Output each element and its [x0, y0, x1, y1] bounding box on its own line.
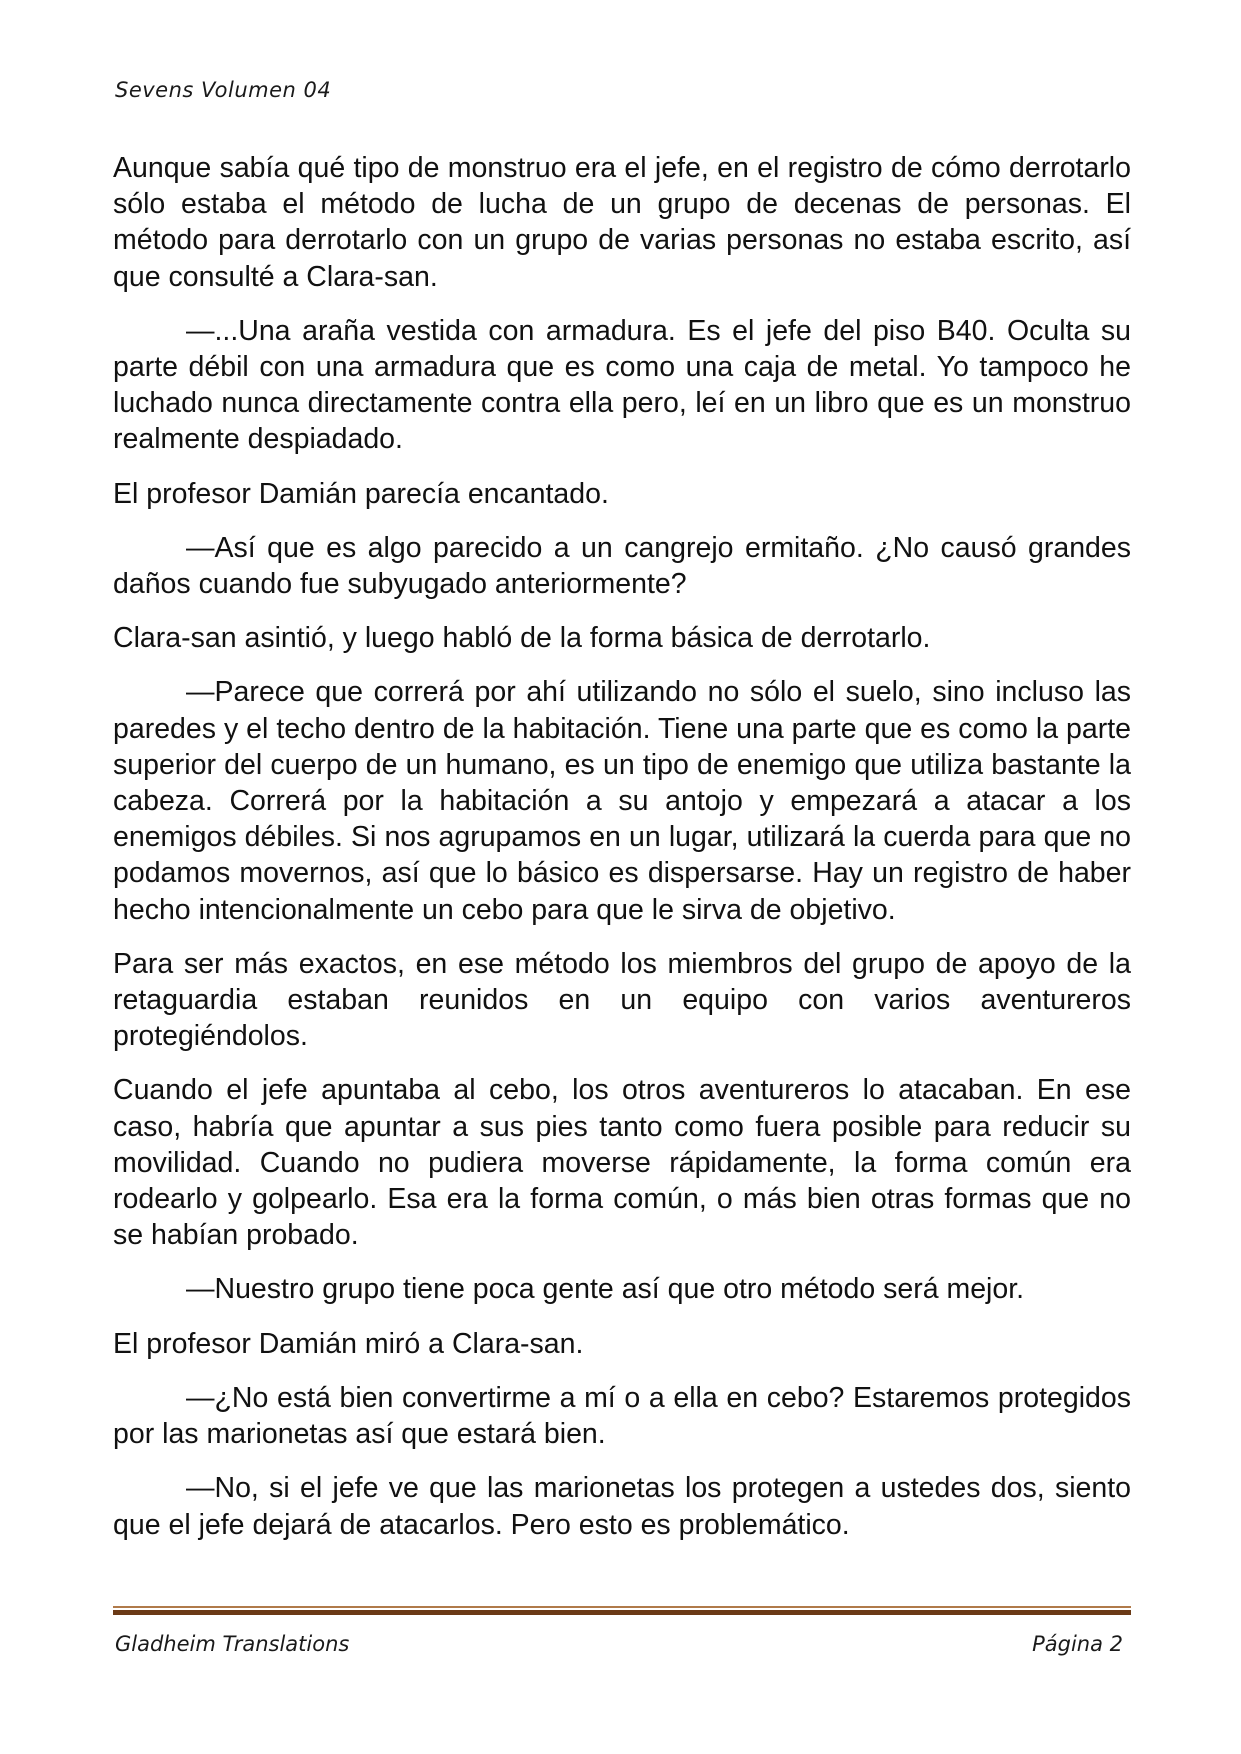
footer-publisher: Gladheim Translations [115, 1632, 350, 1656]
dialogue-paragraph: —Nuestro grupo tiene poca gente así que otro método será mejor. [186, 1273, 1025, 1306]
dialogue-paragraph: —No, si el jefe ve que las marionetas los protegen a ustedes dos, siento que el jefe dejará de atacarlos. Pero esto es problemático. [113, 1472, 1131, 1541]
page-number: Página 2 [1032, 1632, 1123, 1656]
dialogue-paragraph: —Parece que correrá por ahí utilizando no sólo el suelo, sino incluso las paredes y el techo dentro de la habitación. Tiene una parte que es como la parte superior del cuerpo de un humano, es un tipo de enemigo que utiliza bastante la cabeza. Correrá por la habitación a su antojo y empezará a atacar a los enemigos débiles. Si nos agrupamos en un lugar, utilizará la cuerda para que no podamos movernos, así que lo básico es dispersarse. Hay un registro de haber hecho intencionalmente un cebo para que le sirva de objetivo. [113, 676, 1131, 926]
paragraph: Para ser más exactos, en ese método los miembros del grupo de apoyo de la retaguardia estaban reunidos en un equipo con varios aventureros protegiéndolos. [113, 947, 1131, 1053]
paragraph: El profesor Damián parecía encantado. [113, 477, 609, 510]
dialogue-paragraph: —...Una araña vestida con armadura. Es el jefe del piso B40. Oculta su parte débil con una armadura que es como una caja de metal. Yo tampoco he luchado nunca directamente contra ella pero, leí en un libro que es un monstruo realmente despiadado. [113, 314, 1131, 456]
paragraph: Aunque sabía qué tipo de monstruo era el jefe, en el registro de cómo derrotarlo sólo estaba el método de lucha de un grupo de decenas de personas. El método para derrotarlo con un grupo de varias personas no estaba escrito, así que consulté a Clara-san. [113, 152, 1131, 293]
paragraph: Cuando el jefe apuntaba al cebo, los otros aventureros lo atacaban. En ese caso, habría que apuntar a sus pies tanto como fuera posible para reducir su movilidad. Cuando no pudiera moverse rápidamente, la forma común era rodearlo y golpearlo. Esa era la forma común, o más bien otras formas que no se habían probado. [113, 1074, 1131, 1252]
running-header: Sevens Volumen 04 [115, 78, 332, 102]
page-body [113, 150, 1131, 1561]
footer-divider-thick-line [113, 1610, 1131, 1615]
paragraph: Clara-san asintió, y luego habló de la forma básica de derrotarlo. [113, 622, 931, 655]
paragraph: El profesor Damián miró a Clara-san. [113, 1327, 584, 1360]
dialogue-paragraph: —¿No está bien convertirme a mí o a ella en cebo? Estaremos protegidos por las marionetas así que estará bien. [113, 1381, 1131, 1451]
dialogue-paragraph: —Así que es algo parecido a un cangrejo ermitaño. ¿No causó grandes daños cuando fue subyugado anteriormente? [113, 531, 1131, 601]
footer-divider [113, 1606, 1131, 1615]
footer-divider-thin-line [113, 1606, 1131, 1608]
